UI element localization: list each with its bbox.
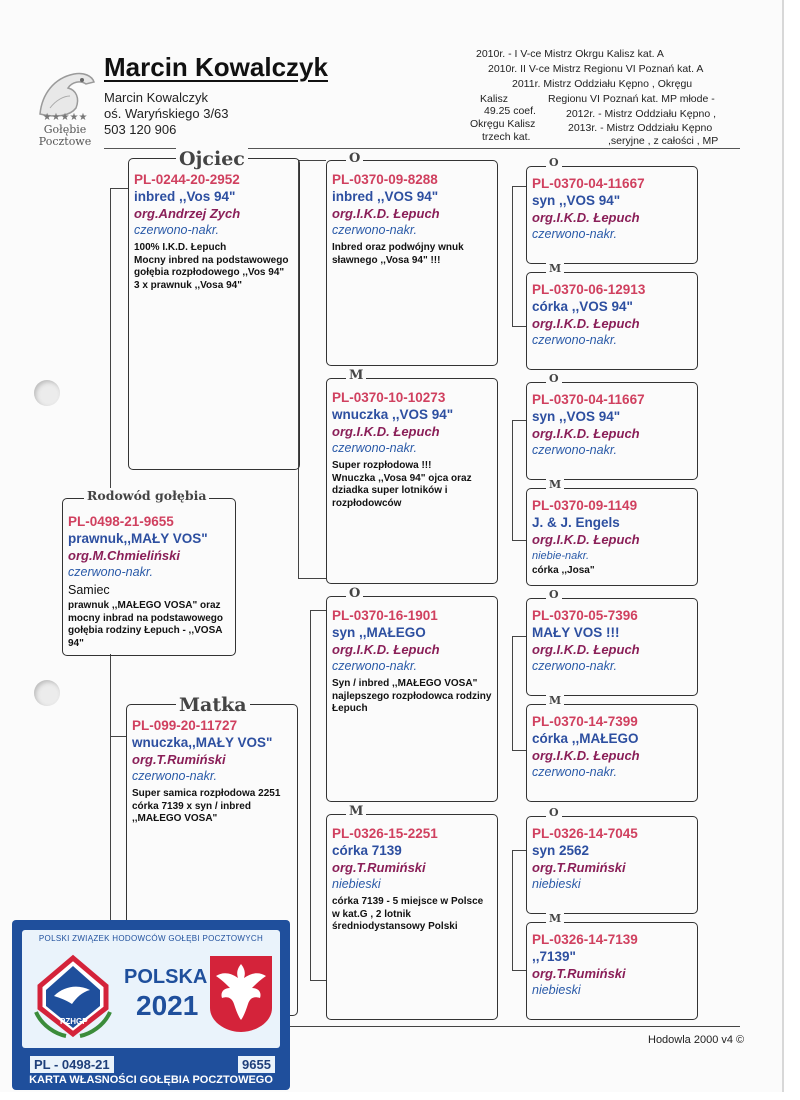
note: prawnuk ,,MAŁEGO VOSA" oraz mocny inbrad na podstawowego gołębia rodziny Łepuch - ,,VOSA 94": [68, 600, 224, 649]
ring-number: PL-0370-16-1901: [332, 608, 438, 623]
ring-number: PL-0326-14-7139: [532, 932, 638, 947]
ring-number: PL-0370-14-7399: [532, 714, 638, 729]
color: niebieski: [532, 983, 581, 997]
pigeon-name: ,,7139": [532, 949, 576, 964]
connector-line: [310, 610, 326, 611]
color: czerwono-nakr.: [332, 441, 417, 455]
pigeon-name: prawnuk,,MAŁY VOS": [68, 531, 208, 546]
subject-label: Rodowód gołębia: [84, 488, 209, 503]
breeder-phone: 503 120 906: [104, 122, 177, 137]
ownership-card: [12, 920, 290, 1090]
owner: org.I.K.D. Łepuch: [532, 642, 640, 657]
card-association: POLSKI ZWIĄZEK HODOWCÓW GOŁĘBI POCZTOWYCH: [38, 934, 264, 943]
color: czerwono-nakr.: [532, 765, 617, 779]
connector-line: [298, 578, 326, 579]
ring-number: PL-0370-09-1149: [532, 498, 638, 513]
connector-line: [512, 636, 513, 750]
connector-line: [512, 420, 513, 540]
pigeon-name: inbred ,,Vos 94": [134, 189, 236, 204]
pigeon-name: córka ,,VOS 94": [532, 299, 633, 314]
achievement-line: ,seryjne , z całości , MP: [608, 135, 719, 147]
ring-number: PL-0370-05-7396: [532, 608, 638, 623]
color: czerwono-nakr.: [332, 223, 417, 237]
owner: org.I.K.D. Łepuch: [332, 642, 440, 657]
ring-number: PL-0244-20-2952: [134, 172, 240, 187]
pzhgp-logo-text: PZHGP: [60, 1017, 88, 1026]
connector-line: [512, 540, 526, 541]
owner: org.Andrzej Zych: [134, 206, 241, 221]
sex-label: O: [346, 151, 363, 166]
logo-caption: [30, 112, 100, 148]
owner: org.M.Chmieliński: [68, 548, 180, 563]
owner: org.T.Rumiński: [532, 966, 626, 981]
polish-eagle-emblem-icon: [208, 954, 274, 1034]
note: 100% I.K.D. Łepuch Mocny inbred na podstawowego gołębia rozpłodowego ,,Vos 94" 3 x prawnuk ,,Vosa 94": [134, 242, 289, 291]
connector-line: [110, 736, 126, 737]
color: czerwono-nakr.: [68, 565, 153, 579]
note: córka ,,Josa": [532, 565, 595, 576]
note: Super rozpłodowa !!! Wnuczka ,,Vosa 94" ojca oraz dziadka super lotników i rozpłodowców: [332, 460, 472, 509]
note: Super samica rozpłodowa 2251 córka 7139 x syn / inbred ,,MAŁEGO VOSA": [132, 788, 281, 824]
punch-hole: [34, 680, 60, 706]
color: czerwono-nakr.: [132, 769, 217, 783]
owner: org.I.K.D. Łepuch: [532, 316, 640, 331]
logo-stars: ★★★★★: [42, 112, 88, 123]
color: niebieski: [532, 877, 581, 891]
pigeon-name: syn 2562: [532, 843, 590, 858]
achievement-line: 2010r. - I V-ce Mistrz Okrgu Kalisz kat. A: [476, 48, 664, 60]
breeder-name-line: Marcin Kowalczyk: [104, 90, 209, 105]
logo-text: Pocztowe: [38, 135, 92, 148]
connector-line: [512, 326, 526, 327]
color: niebieski: [332, 877, 381, 891]
achievement-line: Regionu VI Poznań kat. MP młode -: [548, 93, 715, 105]
connector-line: [310, 980, 326, 981]
great-grandparent-card[interactable]: [526, 488, 698, 586]
pigeon-name: wnuczka,,MAŁY VOS": [132, 735, 273, 750]
grandparent-card[interactable]: [326, 160, 498, 366]
great-grandparent-card[interactable]: [526, 816, 698, 914]
card-country: POLSKA: [124, 966, 208, 988]
ring-number: PL-0370-10-10273: [332, 390, 446, 405]
pigeon-name: córka 7139: [332, 843, 402, 858]
breeder-address: oś. Waryńskiego 3/63: [104, 106, 229, 121]
achievement-line: 2010r. II V-ce Mistrz Regionu VI Poznań kat. A: [488, 63, 704, 75]
father-card[interactable]: [128, 158, 300, 470]
connector-line: [512, 850, 513, 970]
card-ring-number: 9655: [238, 1056, 275, 1073]
connector-line: [512, 750, 526, 751]
pigeon-name: inbred ,,VOS 94": [332, 189, 439, 204]
connector-line: [512, 636, 526, 637]
ring-number: PL-0370-04-11667: [532, 176, 645, 191]
connector-line: [512, 186, 513, 326]
pigeon-name: córka ,,MAŁEGO: [532, 731, 639, 746]
card-title: KARTA WŁASNOŚCI GOŁĘBIA POCZTOWEGO: [29, 1074, 273, 1086]
connector-line: [512, 420, 526, 421]
owner: org.T.Rumiński: [332, 860, 426, 875]
footer-divider: [290, 1026, 740, 1027]
achievement-line: 49.25 coef.: [484, 105, 536, 117]
note: Syn / inbred ,,MAŁEGO VOSA" najlepszego rozpłodowca rodziny Łepuch: [332, 678, 492, 714]
sex-label: M: [546, 694, 564, 707]
ring-number: PL-0326-15-2251: [332, 826, 438, 841]
sex-label: M: [346, 804, 366, 819]
great-grandparent-card[interactable]: [526, 704, 698, 802]
sex-label: M: [546, 262, 564, 275]
sex-label: O: [546, 372, 562, 385]
note: Inbred oraz podwójny wnuk sławnego ,,Vosa 94" !!!: [332, 242, 464, 266]
connector-line: [110, 188, 111, 498]
color: czerwono-nakr.: [532, 227, 617, 241]
ring-number: PL-0370-09-8288: [332, 172, 438, 187]
color: czerwono-nakr.: [134, 223, 219, 237]
great-grandparent-card[interactable]: [526, 166, 698, 264]
pigeon-name: wnuczka ,,VOS 94": [332, 407, 454, 422]
grandparent-card[interactable]: [326, 814, 498, 1020]
sex-label: O: [546, 806, 562, 819]
pigeon-name: syn ,,VOS 94": [532, 193, 621, 208]
card-year: 2021: [136, 990, 199, 1021]
ring-number: PL-0326-14-7045: [532, 826, 638, 841]
achievement-line: trzech kat.: [482, 131, 531, 143]
sex: Samiec: [68, 583, 110, 597]
owner: org.I.K.D. Łepuch: [332, 424, 440, 439]
achievement-line: 2012r. - Mistrz Oddziału Kępno ,: [566, 108, 716, 120]
color: czerwono-nakr.: [532, 333, 617, 347]
great-grandparent-card[interactable]: [526, 382, 698, 480]
card-ring-prefix: PL - 0498-21: [30, 1056, 114, 1073]
color: niebie-nakr.: [532, 550, 590, 562]
mother-label: Matka: [176, 694, 250, 716]
pigeon-name: MAŁY VOS !!!: [532, 625, 620, 640]
achievement-line: 2011r. Mistrz Oddziału Kępno , Okręgu: [512, 78, 693, 90]
color: czerwono-nakr.: [532, 443, 617, 457]
connector-line: [512, 186, 526, 187]
sex-label: M: [346, 368, 366, 383]
owner: org.T.Rumiński: [532, 860, 626, 875]
owner: org.I.K.D. Łepuch: [332, 206, 440, 221]
note: córka 7139 - 5 miejsce w Polsce w kat.G , 2 lotnik średniodystansowy Polski: [332, 896, 484, 932]
owner: org.I.K.D. Łepuch: [532, 532, 640, 547]
owner: org.I.K.D. Łepuch: [532, 210, 640, 225]
owner: org.I.K.D. Łepuch: [532, 748, 640, 763]
grandparent-card[interactable]: [326, 378, 498, 584]
achievement-line: 2013r. - Mistrz Oddziału Kępno: [568, 122, 713, 134]
ring-number: PL-0498-21-9655: [68, 514, 174, 529]
grandparent-card[interactable]: [326, 596, 498, 802]
pigeon-name: syn ,,VOS 94": [532, 409, 621, 424]
owner: org.I.K.D. Łepuch: [532, 426, 640, 441]
punch-hole: [34, 380, 60, 406]
great-grandparent-card[interactable]: [526, 272, 698, 370]
owner: org.T.Rumiński: [132, 752, 226, 767]
sex-label: O: [346, 586, 363, 601]
sex-label: M: [546, 912, 564, 925]
color: czerwono-nakr.: [332, 659, 417, 673]
connector-line: [512, 850, 526, 851]
connector-line: [310, 610, 311, 980]
software-credit: Hodowla 2000 v4 ©: [648, 1034, 745, 1046]
sex-label: O: [546, 156, 562, 169]
great-grandparent-card[interactable]: [526, 922, 698, 1020]
ring-number: PL-099-20-11727: [132, 718, 238, 733]
achievement-line: Okręgu Kalisz: [470, 118, 536, 130]
logo-text: Gołębie: [43, 123, 87, 136]
great-grandparent-card[interactable]: [526, 598, 698, 696]
ring-number: PL-0370-04-11667: [532, 392, 645, 407]
father-label: Ojciec: [176, 148, 248, 170]
connector-line: [110, 188, 128, 189]
pigeon-name: J. & J. Engels: [532, 515, 620, 530]
connector-line: [512, 970, 526, 971]
ring-number: PL-0370-06-12913: [532, 282, 646, 297]
sex-label: O: [546, 588, 562, 601]
connector-line: [298, 160, 326, 161]
achievement-line: Kalisz: [480, 93, 509, 105]
breeder-name: Marcin Kowalczyk: [104, 52, 328, 82]
sex-label: M: [546, 478, 564, 491]
color: czerwono-nakr.: [532, 659, 617, 673]
subject-card[interactable]: [62, 498, 236, 656]
connector-line: [110, 654, 111, 924]
pigeon-name: syn ,,MAŁEGO: [332, 625, 426, 640]
